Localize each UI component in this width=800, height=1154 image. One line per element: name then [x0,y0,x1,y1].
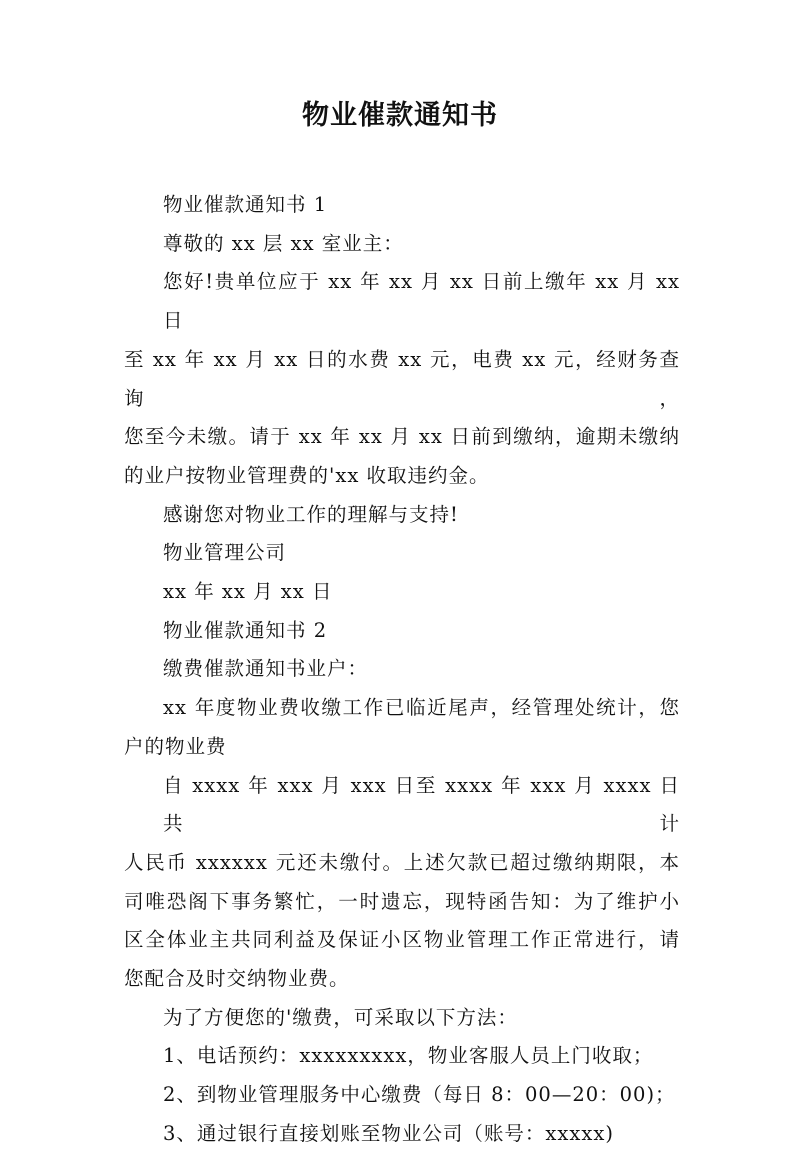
paragraph-line: xx 年度物业费收缴工作已临近尾声，经管理处统计，您 [163,696,680,720]
document-body [124,186,680,1154]
paragraph-line: 您好!贵单位应于 xx 年 xx 月 xx 日前上缴年 xx 月 xx 日 [163,270,680,333]
method-item-3: 3、通过银行直接划账至物业公司（账号：xxxxx) [163,1121,615,1145]
paragraph-line: 您配合及时交纳物业费。 [124,967,350,991]
paragraph-line: 至 xx 年 xx 月 xx 日的水费 xx 元，电费 xx 元，经财务查询， [124,347,680,410]
methods-intro: 为了方便您的'缴费，可采取以下方法： [163,1005,518,1029]
paragraph-line: 您至今未缴。请于 xx 年 xx 月 xx 日前到缴纳，逾期未缴纳 [124,425,680,449]
method-item-1: 1、电话预约：xxxxxxxxx，物业客服人员上门收取； [163,1044,654,1068]
document-title: 物业催款通知书 [302,100,498,131]
paragraph-line: 自 xxxx 年 xxx 月 xxx 日至 xxxx 年 xxx 月 xxxx 日共计 [163,773,680,836]
paragraph-line: 区全体业主共同利益及保证小区物业管理工作正常进行，请 [124,928,680,952]
signature-company: 物业管理公司 [163,541,287,565]
method-item-2: 2、到物业管理服务中心缴费（每日 8：00—20：00)； [163,1083,676,1107]
paragraph-line: 人民币 xxxxxx 元还未缴付。上述欠款已超过缴纳期限，本 [124,850,680,874]
section-heading-1: 物业催款通知书 1 [163,193,328,216]
thanks-line: 感谢您对物业工作的理解与支持! [163,502,459,526]
paragraph-line: 司唯恐阁下事务繁忙，一时遗忘，现特函告知：为了维护小 [124,889,680,913]
signature-date: xx 年 xx 月 xx 日 [163,580,333,604]
paragraph-line: 户的物业费 [124,734,227,758]
salutation-1: 尊敬的 xx 层 xx 室业主： [163,231,404,255]
salutation-2: 缴费催款通知书业户： [163,657,369,681]
section-heading-2: 物业催款通知书 2 [163,618,328,642]
paragraph-line: 的业户按物业管理费的'xx 收取违约金。 [124,463,490,487]
